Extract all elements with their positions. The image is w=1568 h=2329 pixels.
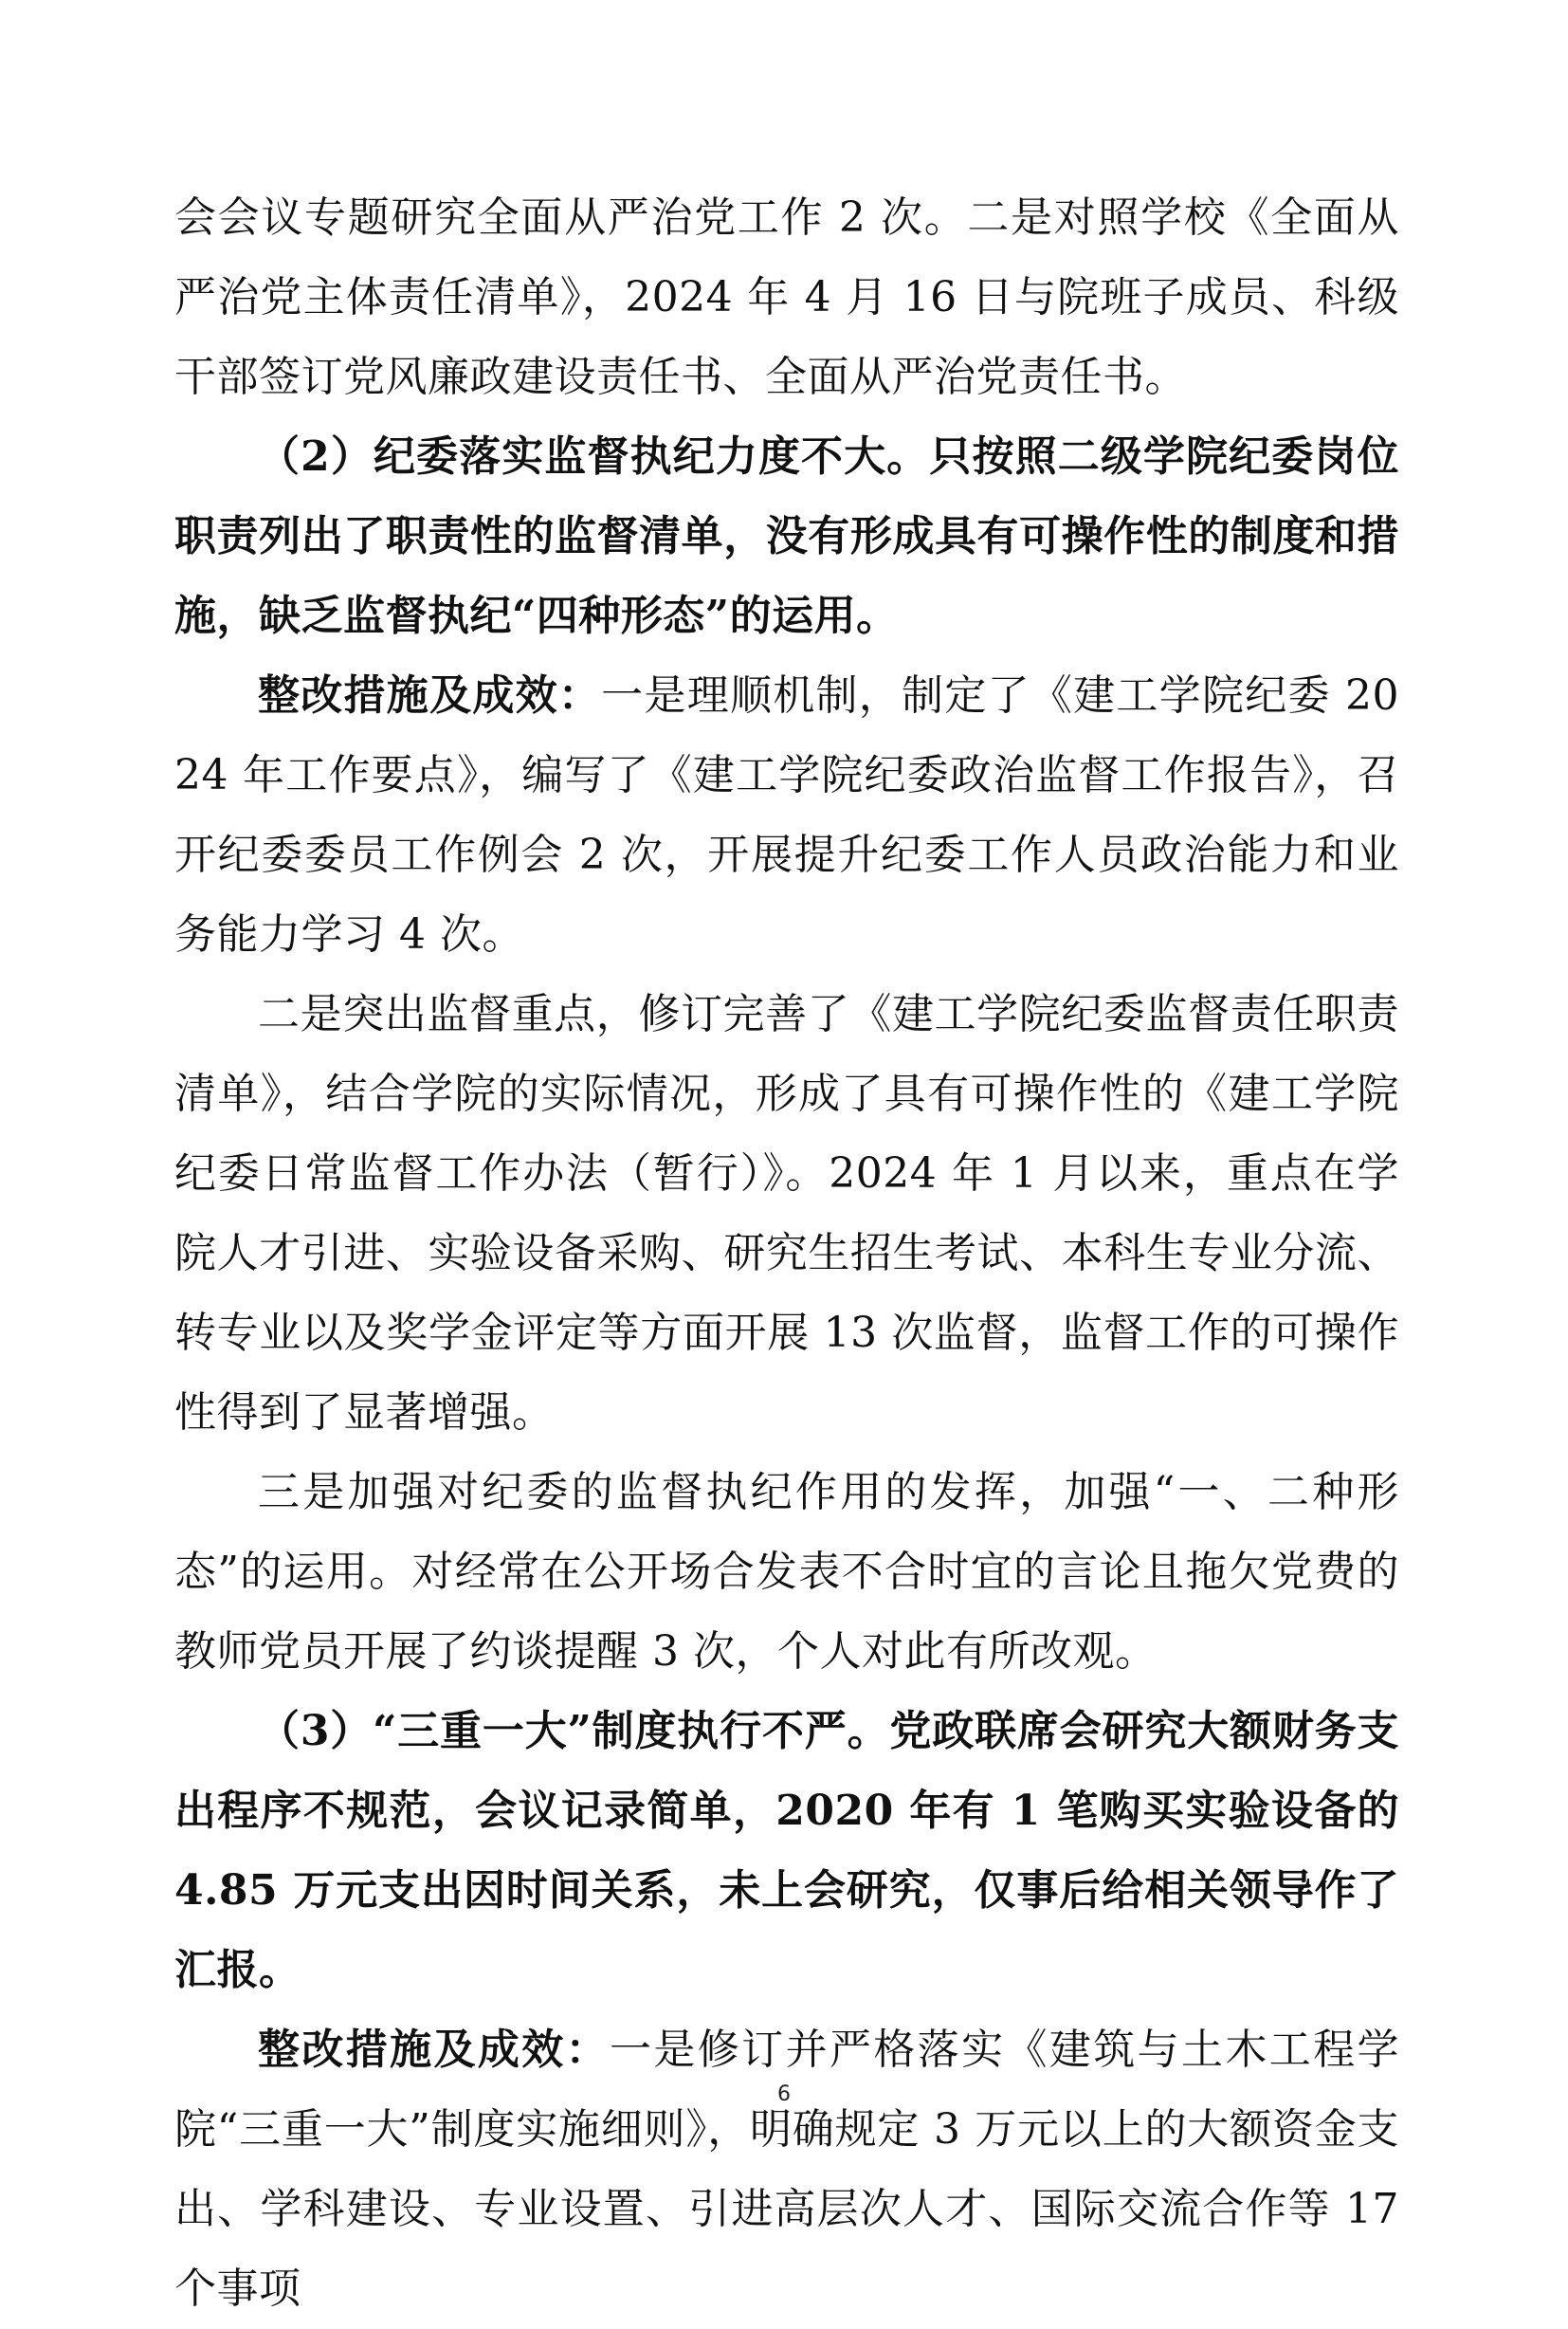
document-body — [174, 178, 1399, 2329]
rectification-lead: 整改措施及成效： — [258, 2026, 611, 2074]
measure-three-paragraph: 三是加强对纪委的监督执纪作用的发挥，加强“一、二种形态”的运用。对经常在公开场合发表不合时宜的言论且拖欠党费的教师党员开展了约谈提醒 3 次，个人对此有所改观。 — [174, 1468, 1399, 1676]
measure-two-paragraph: 二是突出监督重点，修订完善了《建工学院纪委监督责任职责清单》，结合学院的实际情况，形成了具有可操作性的《建工学院纪委日常监督工作办法（暂行）》。2024 年 1 月以来，重点在学院人才引进、实验设备采购、研究生招生考试、本科生专业分流、转专业以及奖学金评定等方面开展 13 次监督，监督工作的可操作性得到了显著增强。 — [174, 990, 1399, 1437]
page-number: 6 — [777, 2082, 791, 2106]
rectification-paragraph-2 — [174, 2010, 1399, 2329]
issue-heading-3: （3）“三重一大”制度执行不严。党政联席会研究大额财务支出程序不规范，会议记录简单，2020 年有 1 笔购买实验设备的 4.85 万元支出因时间关系，未上会研究，仅事后给相关领导作了汇报。 — [174, 1707, 1399, 1994]
rectification-body: 一是修订并严格落实《建筑与土木工程学院“三重一大”制度实施细则》，明确规定 3 万元以上的大额资金支出、学科建设、专业设置、引进高层次人才、国际交流合作等 17 个事项 — [174, 2026, 1400, 2313]
rectification-body: 一是理顺机制，制定了《建工学院纪委 2024 年工作要点》，编写了《建工学院纪委政治监督工作报告》，召开纪委委员工作例会 2 次，开展提升纪委工作人员政治能力和业务能力学习 4 次。 — [174, 671, 1400, 959]
rectification-lead: 整改措施及成效： — [258, 671, 602, 720]
paragraph-continuation: 会会议专题研究全面从严治党工作 2 次。二是对照学校《全面从严治党主体责任清单》，2024 年 4 月 16 日与院班子成员、科级干部签订党风廉政建设责任书、全面从严治党责任书。 — [174, 193, 1399, 401]
rectification-paragraph-1 — [174, 656, 1399, 975]
issue-heading-2: （2）纪委落实监督执纪力度不大。只按照二级学院纪委岗位职责列出了职责性的监督清单，没有形成具有可操作性的制度和措施，缺乏监督执纪“四种形态”的运用。 — [174, 432, 1399, 640]
